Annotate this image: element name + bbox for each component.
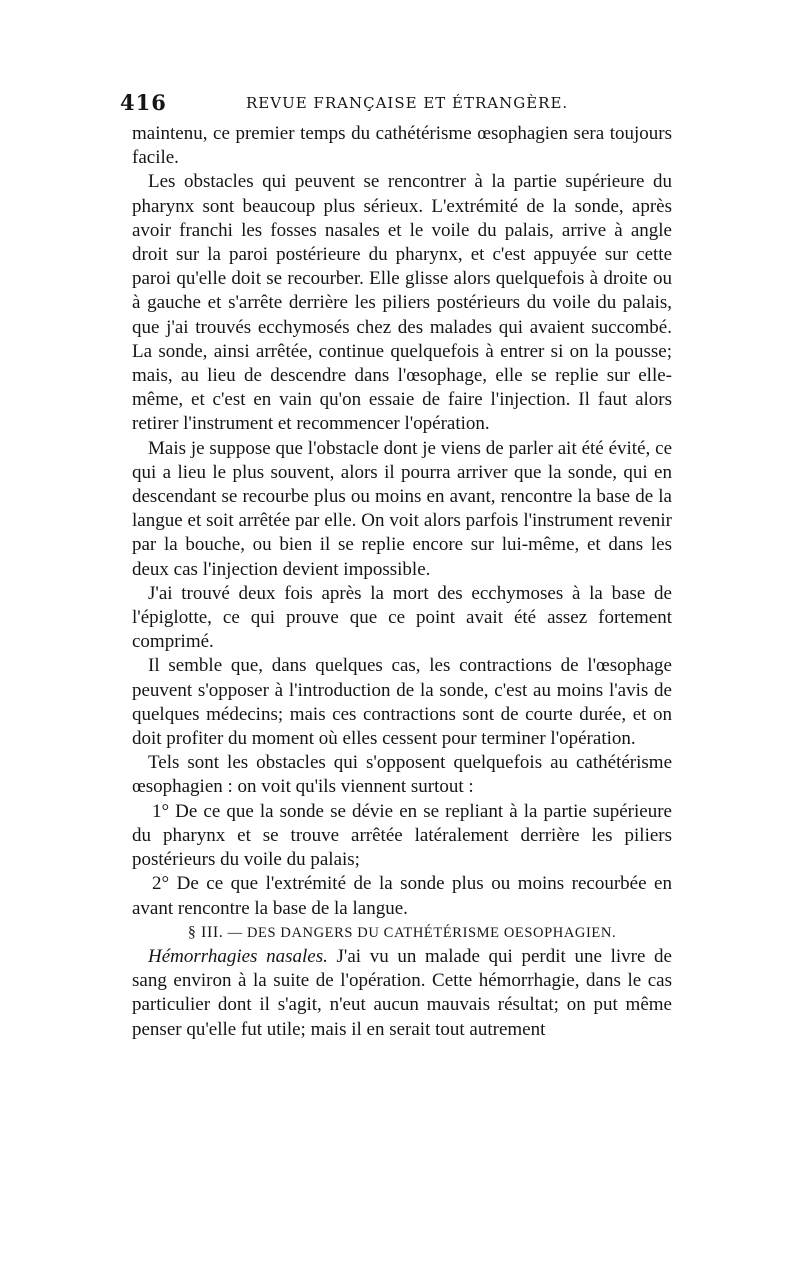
paragraph-lead: Hémorrhagies nasales. [148, 945, 328, 967]
paragraph-hemorrhages-text: J'ai vu un malade qui perdit une livre de sang environ à la suite de l'opération. Cette hémorrhagie, dans le cas particulier dont il s'agit, n'eut aucun mauvais résultat; on put même penser qu'elle fut utile; mais il en serait tout autrement [132, 945, 672, 1040]
running-title: REVUE FRANÇAISE ET ÉTRANGÈRE. [246, 94, 569, 112]
article-body [132, 122, 672, 1042]
paragraph-epiglottis: J'ai trouvé deux fois après la mort des ecchymoses à la base de l'épiglotte, ce qui prouve que ce point avait été assez fortement comprimé. [132, 582, 672, 653]
page-header [120, 90, 676, 120]
paragraph-obstacle-tongue: Mais je suppose que l'obstacle dont je viens de parler ait été évité, ce qui a lieu le plus souvent, alors il pourra arriver que la sonde, qui en descendant se recourbe plus ou moins en avant, rencontre la base de la langue et soit arrêtée par elle. On voit alors parfois l'instrument revenir par la bouche, ou bien il se replie encore sur lui-même, et dans les deux cas l'injection devient impossible. [132, 437, 672, 580]
section-label: § III. [187, 923, 224, 941]
paragraph-summary: Tels sont les obstacles qui s'opposent quelquefois au cathétérisme œsophagien : on voit qu'ils viennent surtout : [132, 752, 672, 798]
paragraph-contractions: Il semble que, dans quelques cas, les contractions de l'œsophage peuvent s'opposer à l'introduction de la sonde, c'est au moins l'avis de quelques médecins; mais ces contractions sont de courte durée, et on doit profiter du moment où elles cessent pour terminer l'opération. [132, 655, 672, 750]
section-heading [132, 921, 672, 945]
list-item-second: 2° De ce que l'extrémité de la sonde plus ou moins recourbée en avant rencontre la base de la langue. [132, 873, 672, 919]
page-number: 416 [120, 90, 167, 115]
paragraph-obstacles-pharynx: Les obstacles qui peuvent se rencontrer à la partie supérieure du pharynx sont beaucoup plus sérieux. L'extrémité de la sonde, après avoir franchi les fosses nasales et le voile du palais, arrive à angle droit sur la paroi postérieure du pharynx, et c'est appuyée sur cette paroi qu'elle doit se recourber. Elle glisse alors quelquefois à droite ou à gauche et s'arrête derrière les piliers postérieurs du voile du palais, que j'ai trouvés ecchymosés chez des malades qui avaient succombé. La sonde, ainsi arrêtée, continue quelquefois à entrer si on la pousse; mais, au lieu de descendre dans l'œsophage, elle se replie sur elle-même, et c'est en vain qu'on essaie de faire l'injection. Il faut alors retirer l'instrument et recommencer l'opération. [132, 171, 672, 435]
section-title: — DES DANGERS DU CATHÉTÉRISME OESOPHAGIEN. [227, 924, 617, 941]
paragraph-continuation: maintenu, ce premier temps du cathétérisme œsophagien sera toujours facile. [132, 123, 672, 169]
paragraph-hemorrhages [132, 945, 672, 1042]
list-item-first: 1° De ce que la sonde se dévie en se repliant à la partie supérieure du pharynx et se trouve arrêtée latéralement derrière les piliers postérieurs du voile du palais; [132, 800, 672, 871]
